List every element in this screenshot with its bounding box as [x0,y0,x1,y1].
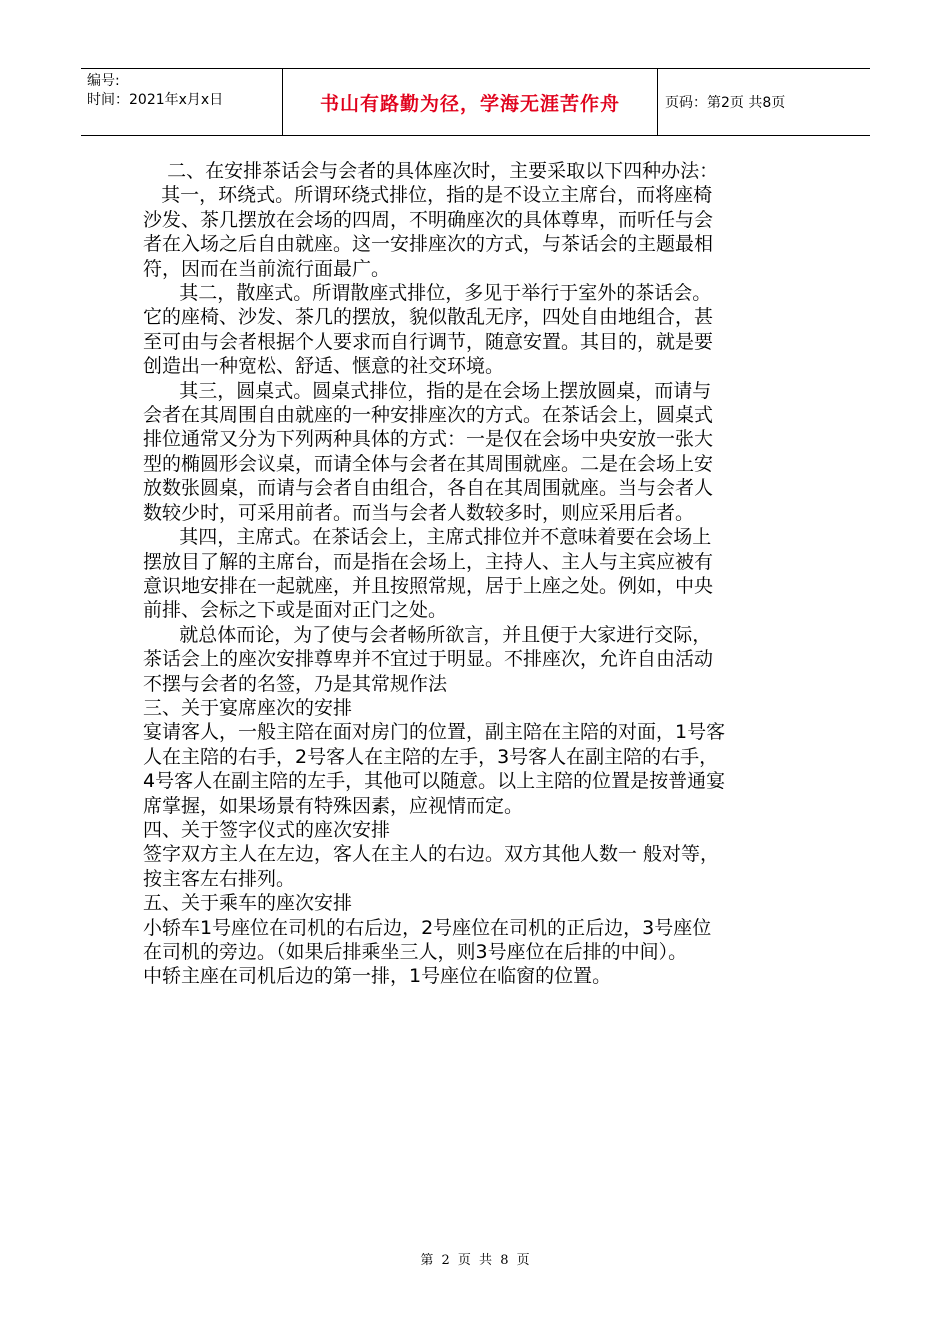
body-line: 者在入场之后自由就座。这一安排座次的方式，与茶话会的主题最相 [143,233,714,256]
body-line: 摆放目了解的主席台，而是指在会场上，主持人、主人与主宾应被有 [143,550,714,573]
body-line: 不摆与会者的名签，乃是其常规作法 [143,672,448,695]
section-heading: 五、关于乘车的座次安排 [143,892,353,915]
body-line: 会者在其周围自由就座的一种安排座次的方式。在茶话会上，圆桌式 [143,404,714,427]
body-line: 放数张圆桌，而请与会者自由组合，各自在其周围就座。当与会者人 [143,477,714,500]
body-line: 排位通常又分为下列两种具体的方式：一是仅在会场中央安放一张大 [143,428,714,451]
header-page-info-cell [658,69,870,135]
body-line: 4号客人在副主陪的左手，其他可以随意。以上主陪的位置是按普通宴 [143,770,726,793]
body-line: 其二，散座式。所谓散座式排位，多见于举行于室外的茶话会。 [143,282,712,305]
body-line: 符，因而在当前流行面最广。 [143,257,391,280]
body-line: 签字双方主人在左边，客人在主人的右边。双方其他人数一 般对等， [143,843,720,866]
header-motto-cell [282,69,658,135]
body-line: 二、在安排茶话会与会者的具体座次时，主要采取以下四种办法： [143,160,719,182]
body-line: 数较少时，可采用前者。而当与会者人数较多时，则应采用后者。 [143,501,695,524]
document-time-label: 时间：2021年x月x日 [87,92,224,108]
body-line: 在司机的旁边。（如果后排乘坐三人，则3号座位在后排的中间）。 [143,941,688,963]
body-line: 其四，主席式。在茶话会上，主席式排位并不意味着要在会场上 [143,526,712,549]
body-line: 至可由与会者根据个人要求而自行调节，随意安置。其目的，就是要 [143,330,714,353]
body-line: 其三，圆桌式。圆桌式排位，指的是在会场上摆放圆桌，而请与 [143,379,712,402]
body-line: 就总体而论，为了使与会者畅所欲言，并且便于大家进行交际， [143,623,712,646]
body-line: 型的椭圆形会议桌，而请全体与会者在其周围就座。二是在会场上安 [143,452,714,475]
header-page-info: 页码：第2页 共8页 [665,95,786,111]
body-line: 意识地安排在一起就座，并且按照常规，居于上座之处。例如，中央 [143,574,714,597]
page-header [81,68,870,136]
section-heading: 四、关于签字仪式的座次安排 [143,818,391,841]
body-line: 沙发、茶几摆放在会场的四周，不明确座次的具体尊卑，而听任与会 [143,208,714,231]
body-line: 人在主陪的右手，2号客人在主陪的左手，3号客人在副主陪的右手， [143,745,719,768]
body-line: 宴请客人，一般主陪在面对房门的位置，副主陪在主陪的对面，1号客 [143,721,726,744]
body-line: 它的座椅、沙发、茶几的摆放，貌似散乱无序，四处自由地组合，甚 [143,306,714,329]
body-line: 按主客左右排列。 [143,867,296,890]
section-heading: 三、关于宴席座次的安排 [143,696,353,719]
body-line: 中轿主座在司机后边的第一排，1号座位在临窗的位置。 [143,965,612,988]
body-line: 其一，环绕式。所谓环绕式排位，指的是不设立主席台，而将座椅 [143,184,713,207]
body-line: 创造出一种宽松、舒适、惬意的社交环境。 [143,355,505,378]
body-line: 小轿车1号座位在司机的右后边，2号座位在司机的正后边，3号座位 [143,916,712,939]
body-line: 茶话会上的座次安排尊卑并不宜过于明显。不排座次，允许自由活动 [143,648,714,671]
page-footer: 第 2 页 共 8 页 [420,1253,530,1268]
header-meta [81,69,282,135]
body-line: 席掌握，如果场景有特殊因素，应视情而定。 [143,794,524,817]
body-line: 前排、会标之下或是面对正门之处。 [143,599,448,622]
header-motto: 书山有路勤为径，学海无涯苦作舟 [319,92,620,115]
document-number-label: 编号: [87,73,120,89]
document-body [143,159,815,989]
